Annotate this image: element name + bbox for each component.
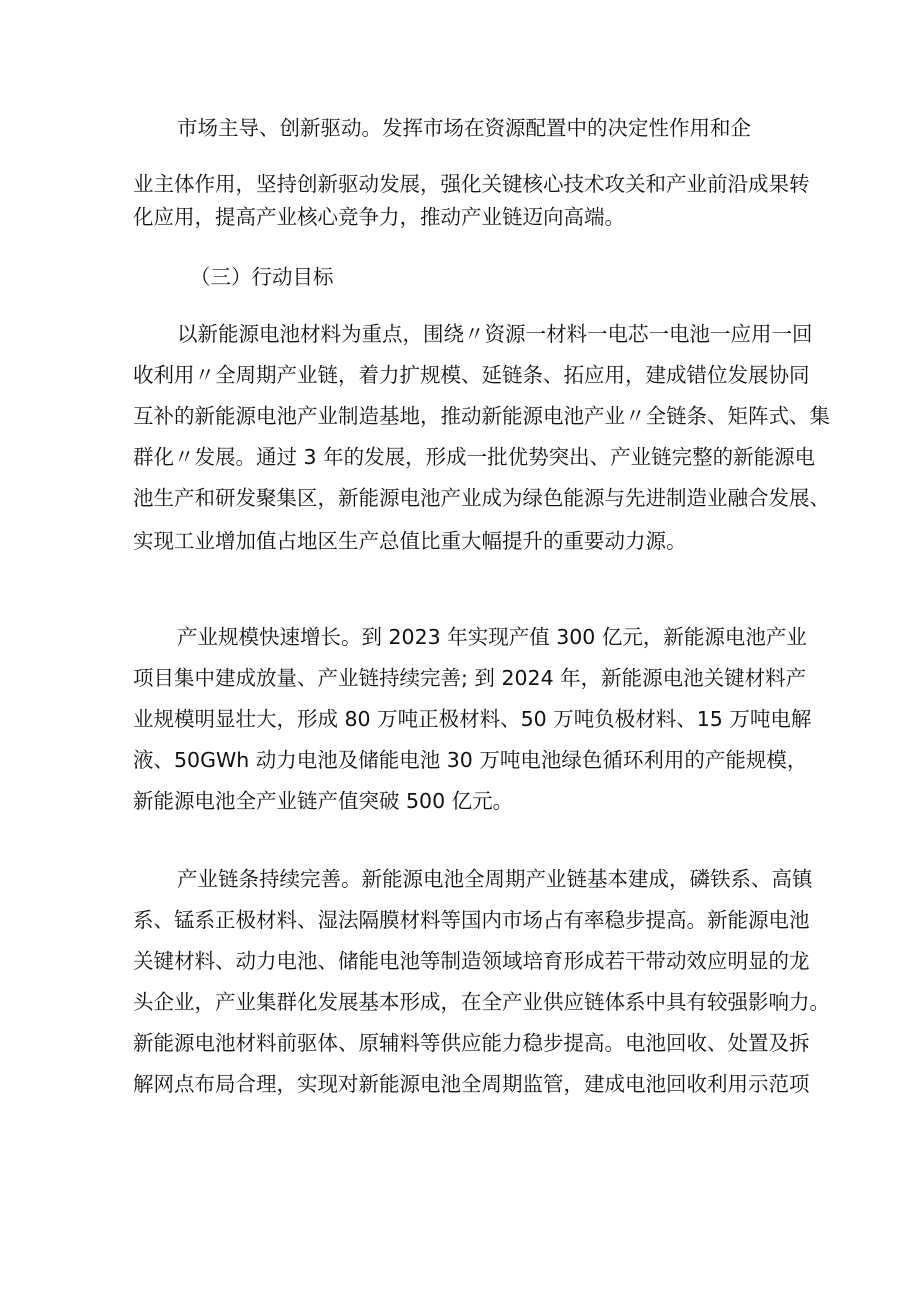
paragraph-3-line-3: 业规模明显壮大，形成 80 万吨正极材料、50 万吨负极材料、15 万吨电解 <box>133 707 812 731</box>
paragraph-3-line-2: 项目集中建成放量、产业链持续完善; 到 2024 年，新能源电池关键材料产 <box>133 666 807 690</box>
paragraph-2-line-1: 以新能源电池材料为重点，围绕〃资源一材料一电芯一电池一应用一回 <box>177 322 813 346</box>
paragraph-1-line-1: 市场主导、创新驱动。发挥市场在资源配置中的决定性作用和企 <box>177 116 751 140</box>
paragraph-1-line-3: 化应用，提高产业核心竞争力，推动产业链迈向高端。 <box>133 205 625 229</box>
paragraph-4-line-4: 头企业，产业集群化发展基本形成，在全产业供应链体系中具有较强影响力。 <box>133 990 830 1014</box>
paragraph-2-line-2: 收利用〃全周期产业链，着力扩规模、延链条、拓应用，建成错位发展协同 <box>133 363 810 387</box>
paragraph-4-line-5: 新能源电池材料前驱体、原辅料等供应能力稳步提高。电池回收、处置及拆 <box>133 1031 810 1055</box>
section-heading: （三）行动目标 <box>190 265 334 289</box>
paragraph-3-line-1: 产业规模快速增长。到 2023 年实现产值 300 亿元，新能源电池产业 <box>177 625 807 649</box>
paragraph-4-line-1: 产业链条持续完善。新能源电池全周期产业链基本建成，磷铁系、高镇 <box>177 867 813 891</box>
paragraph-3-line-5: 新能源电池全产业链产值突破 500 亿元。 <box>133 789 514 813</box>
paragraph-4-line-2: 系、锰系正极材料、湿法隔膜材料等国内市场占有率稳步提高。新能源电池 <box>133 908 810 932</box>
paragraph-3-line-4: 液、50GWh 动力电池及储能电池 30 万吨电池绿色循环利用的产能规模， <box>133 748 808 772</box>
paragraph-2-line-4: 群化〃发展。通过 3 年的发展，形成一批优势突出、产业链完整的新能源电 <box>133 445 816 469</box>
paragraph-1-line-2: 业主体作用，坚持创新驱动发展，强化关键核心技术攻关和产业前沿成果转 <box>133 172 810 196</box>
paragraph-4-line-6: 解网点布局合理，实现对新能源电池全周期监管，建成电池回收利用示范项 <box>133 1072 810 1096</box>
paragraph-2-line-6: 实现工业增加值占地区生产总值比重大幅提升的重要动力源。 <box>133 529 687 553</box>
paragraph-2-line-5: 池生产和研发聚集区，新能源电池产业成为绿色能源与先进制造业融合发展、 <box>133 486 830 510</box>
paragraph-4-line-3: 关键材料、动力电池、储能电池等制造领域培育形成若干带动效应明显的龙 <box>133 949 810 973</box>
paragraph-2-line-3: 互补的新能源电池产业制造基地，推动新能源电池产业〃全链条、矩阵式、集 <box>133 404 830 428</box>
